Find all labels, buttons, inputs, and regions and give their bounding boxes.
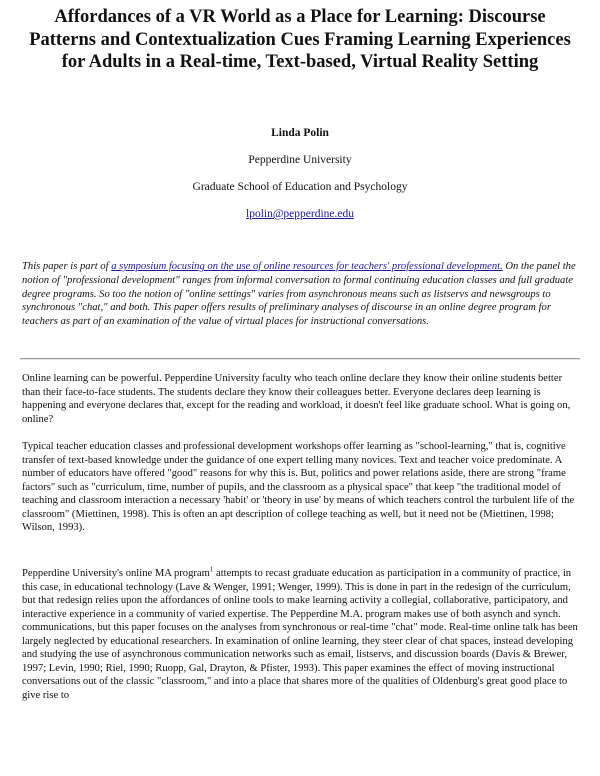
email-link[interactable]: lpolin@pepperdine.edu [246, 208, 354, 220]
paper-title: Affordances of a VR World as a Place for Learning: Discourse Patterns and Contextualization Cues Framing Learning Experiences for Adults in a Real-time, Text-based, Virtual Reality Setting [29, 7, 571, 72]
paragraph-online-program [22, 567, 578, 702]
paragraph-teacher-education: Typical teacher education classes and professional development workshops offer learning as "school-learning," that is, cognitive transfer of text-based knowledge under the guidance of one expert telling many novices. Text and teacher voice predominate. A number of educators have offered "good" reasons for why this is. But, politics and power relations aside, there are strong "frame factors" such as "curriculum, time, number of pupils, and the classroom as a physical space" that keep "the traditional model of teaching and classroom interaction a necessary 'habit' or 'theory in use' by means of which teachers control the turbulent life of the classroom" (Miettinen, 1998). This is often an apt description of college teaching as well, but it need not be (Miettinen, 1998; Wilson, 1993). [22, 441, 575, 533]
abstract-prefix: This paper is part of [22, 261, 112, 272]
author-email [0, 208, 600, 220]
section-divider [20, 358, 580, 360]
author-school: Graduate School of Education and Psychology [192, 181, 408, 193]
paragraph-online-program-start: Pepperdine University's online MA program [22, 568, 210, 579]
author-affiliation: Pepperdine University [248, 154, 352, 166]
abstract-body: On the panel the notion of "professional development" ranges from informal conversation to formal continuing education classes and full graduate degree programs. So too the notion of "online settings" varies from asynchronous means such as listservs and newsgroups to synchronous "chat," and both. This paper offers results of preliminary analyses of discourse in an online degree program for teachers as part of an examination of the value of virtual places for instructional conversations. [22, 261, 576, 328]
footnote-link[interactable]: 1 [209, 565, 214, 574]
paragraph-online-program-rest: attempts to recast graduate education as participation in a community of practice, in this case, in educational technology (Lave & Wenger, 1991; Wenger, 1999). This is done in part in the redesign of the curriculum, but that redesign relies upon the affordances of online tools to make learning activity a collegial, collaborative, participatory, and interactive experience in a community of varied expertise. The Pepperdine M.A. program makes use of both asynch and synch. communications, but this paper focuses on the analyses from synchronous or real-time "chat" mode. Real-time online talk has been largely neglected by educational researchers. In examination of online learning, they steer clear of chat spaces, instead developing and studying the use of asynchronous communication networks such as email, listservs, and discussion boards (Davis & Brewer, 1997; Levin, 1990; Riel, 1990; Ruopp, Gal, Drayton, & Pfister, 1993). This paper examines the effect of moving instructional conversations out of the classic "classroom," and into a place that shares more of the qualities of Oldenburg's great good place to give rise to [22, 568, 578, 701]
symposium-link[interactable]: a symposium focusing on the use of online resources for teachers' professional development. [111, 261, 503, 272]
abstract [22, 260, 578, 329]
paragraph-intro: Online learning can be powerful. Pepperdine University faculty who teach online declare they know their online students better than their face-to-face students. The students declare they know their colleagues better. Everyone declares deep learning is happening and everyone declares that, except for the reading and workload, it doesn't feel like graduate school. What is going on, online? [22, 373, 571, 425]
author-name: Linda Polin [271, 127, 329, 139]
